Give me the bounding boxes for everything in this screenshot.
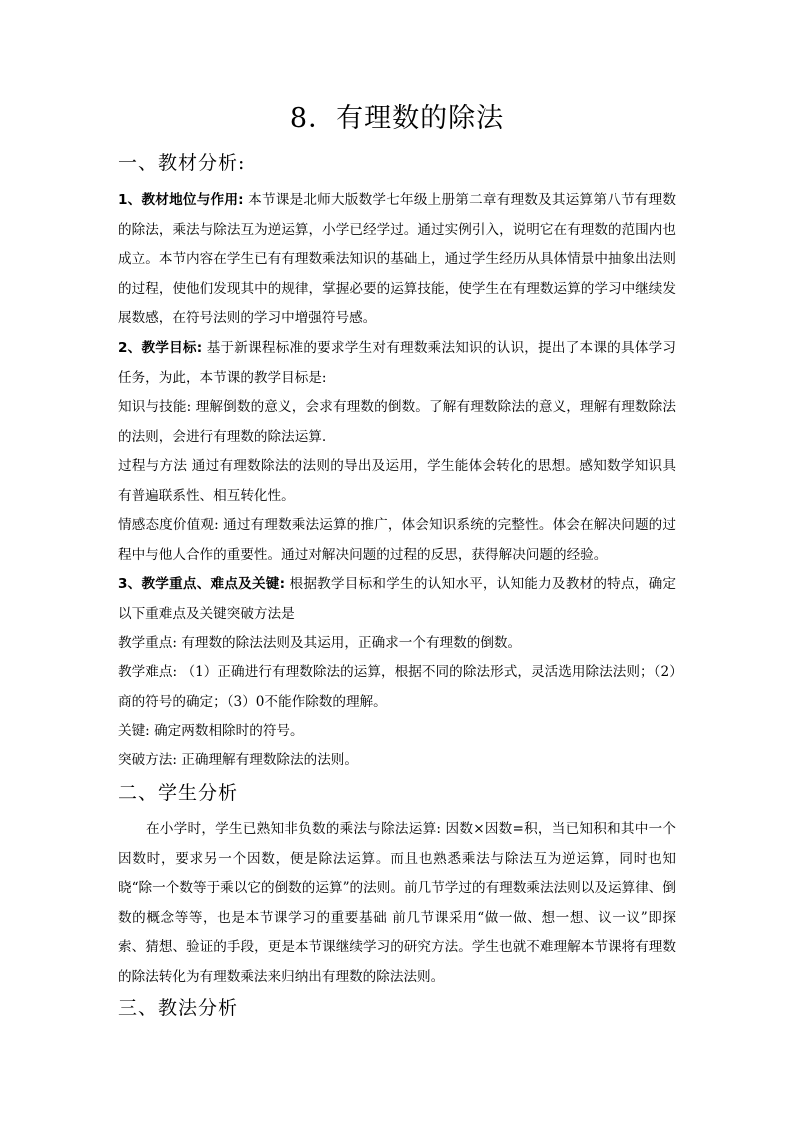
paragraph-text: 本节课是北师大版数学七年级上册第二章有理数及其运算第八节有理数的除法，乘法与除法互为逆运算，小学已经学过。通过实例引入，说明它在有理数的范围内也成立。本节内容在学生已有有理数乘法知识的基础上，通过学生经历从具体情景中抽象出法则的过程，使他们发现其中的规律，掌握必要的运算技能，使学生在有理数运算的学习中继续发展数感，在符号法则的学习中增强符号感。 [118,192,676,326]
paragraph-attitude-values: 情感态度价值观: 通过有理数乘法运算的推广，体会知识系统的完整性。体会在解决问题的过程中与他人合作的重要性。通过对解决问题的过程的反思，获得解决问题的经验。 [118,517,676,563]
paragraph-lead: 3、教学重点、难点及关键: [118,576,286,592]
paragraph-process-method: 过程与方法 通过有理数除法的法则的导出及运用，学生能体会转化的思想。感知数学知识具有普遍联系性、相互转化性。 [118,458,676,504]
paragraph-teaching-goals [118,334,676,393]
paragraph-lead: 2、教学目标: [118,340,203,356]
paragraph-breakthrough-method: 突破方法: 正确理解有理数除法的法则。 [118,752,358,768]
paragraph-teaching-focus: 教学重点: 有理数的除法法则及其运用，正确求一个有理数的倒数。 [118,635,522,651]
section-heading-1: 一、教材分析: [118,152,246,174]
section-heading-2: 二、学生分析 [118,782,239,804]
paragraph-text: 根据教学目标和学生的认知水平，认知能力及教材的特点，确定以下重难点及关键突破方法是 [118,576,676,622]
paragraph-text: 基于新课程标准的要求学生对有理数乘法知识的认识，提出了本课的具体学习任务，为此，本节课的教学目标是: [118,340,676,386]
paragraph-knowledge-skills: 知识与技能: 理解倒数的意义，会求有理数的倒数。了解有理数除法的意义，理解有理数除法的法则，会进行有理数的除法运算. [118,399,676,445]
paragraph-lead: 1、教材地位与作用: [118,192,244,208]
paragraph-teaching-difficulty: 教学难点: （1）正确进行有理数除法的运算，根据不同的除法形式，灵活选用除法法则；（2）商的符号的确定；（3）0不能作除数的理解。 [118,664,676,710]
paragraph-textbook-role [118,186,676,334]
paragraph-student-analysis: 在小学时，学生已熟知非负数的乘法与除法运算: 因数×因数=积，当已知积和其中一个因数时，要求另一个因数，便是除法运算。而且也熟悉乘法与除法互为逆运算，同时也知晓“除一个数等于乘以它的倒数的运算”的法则。前几节学过的有理数乘法法则以及运算律、倒数的概念等等，也是本节课学习的重要基础 前几节课采用“做一做、想一想、议一议”即探索、猜想、验证的手段，更是本节课继续学习的研究方法。学生也就不难理解本节课将有理数的除法转化为有理数乘法来归纳出有理数的除法法则。 [118,821,676,985]
paragraph-key-difficulties [118,570,676,629]
section-heading-3: 三、教法分析 [118,997,239,1019]
paragraph-key-point: 关键: 确定两数相除时的符号。 [118,723,304,739]
page-title: 8．有理数的除法 [289,103,505,134]
